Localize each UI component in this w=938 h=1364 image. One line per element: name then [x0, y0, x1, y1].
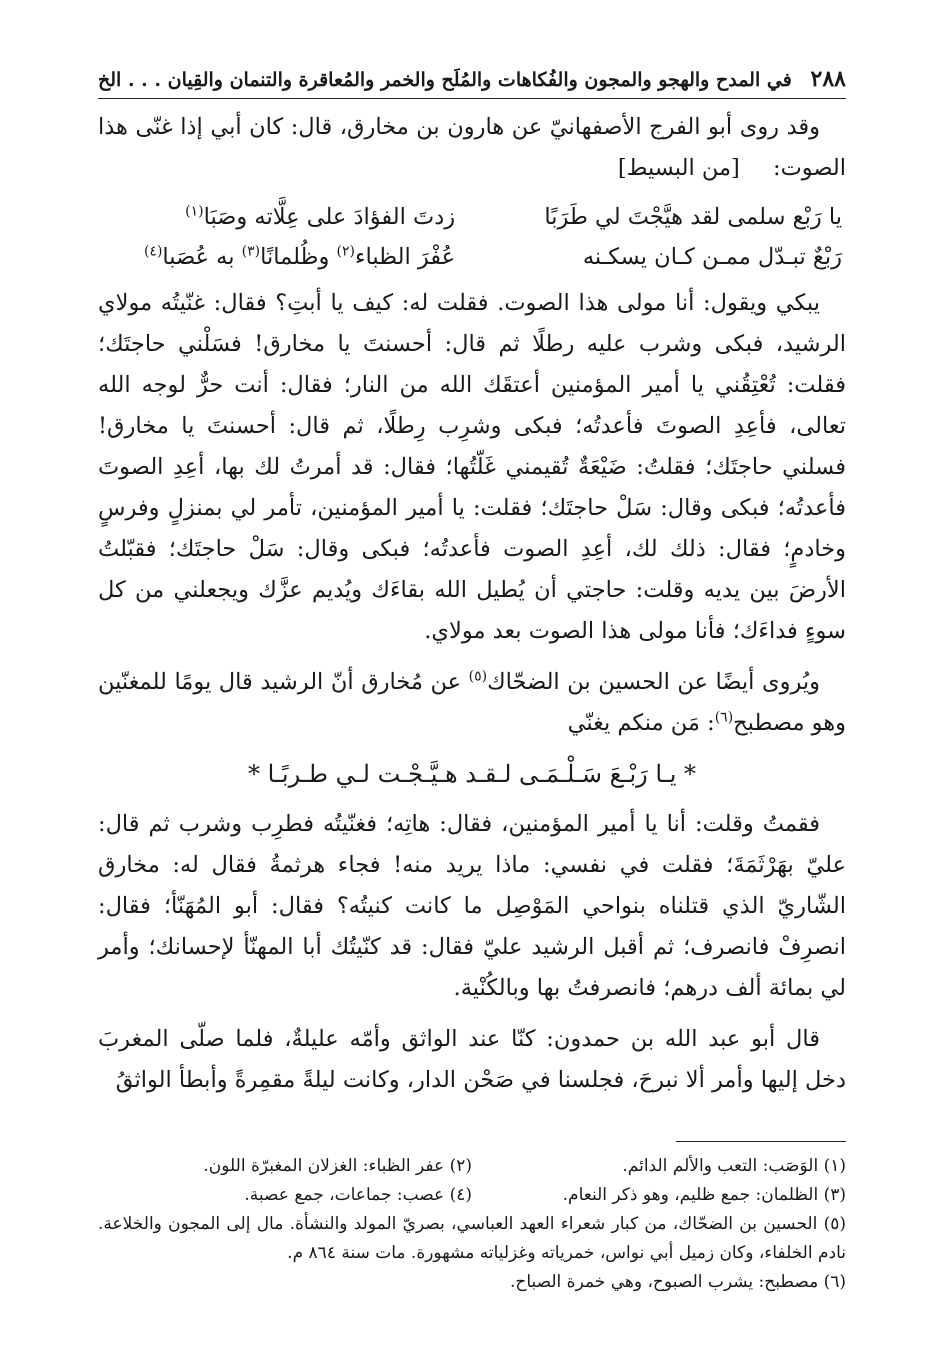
verse-line-2 [98, 237, 846, 277]
p3-part-3: : مَن منكم يغنّي [567, 710, 715, 736]
footnote-ref-2[interactable]: (٢) [336, 243, 355, 260]
footnote-5: (٥) الحسين بن الضحّاك، من كبار شعراء العهد العباسي، بصريّ المولد والنشأة. مال إلى المجون والخلاعة. نادم الخلفاء، وكان زميل أبي نواس، خمرياته وغزلياته مشهورة. مات سنة ٨٦٤ م. [98, 1214, 846, 1263]
paragraph-intro-text: وقد روى أبو الفرج الأصفهانيّ عن هارون بن مخارق، قال: كان أبي إذا غنّى هذا الصوت: [98, 114, 846, 181]
paragraph-intro [98, 107, 846, 189]
p3-part-1: ويُروى أيضًا عن الحسين بن الضحّاك [487, 669, 820, 695]
footnote-ref-3[interactable]: (٣) [241, 243, 261, 260]
footnote-2: (٢) عفر الظباء: الغزلان المغبرّة اللون. [203, 1156, 472, 1176]
running-title: في المدح والهجو والمجون والفُكاهات والمُلَح والخمر والمُعاقرة والتنمان والقِيان . . . الخ [98, 69, 792, 91]
footnote-ref-4[interactable]: (٤) [143, 243, 163, 260]
footnote-row-1 [98, 1152, 846, 1181]
footnote-divider [676, 1141, 846, 1142]
verse-2-first-hemistich: رَبْعٌ تبـدّل ممـن كـان يسكـنه [582, 244, 842, 270]
poem-block [98, 197, 846, 277]
p3-part-2: عن مُخارق أنّ الرشيد قال يومًا للمغنّين وهو مصطبح [98, 669, 846, 736]
verse-2-second-hemistich [98, 237, 455, 277]
paragraph-husayn-narration [98, 662, 846, 744]
footnote-6: (٦) مصطبح: يشرب الصبوح، وهي خمرة الصباح. [509, 1272, 846, 1292]
running-header [98, 66, 846, 99]
footnote-ref-6[interactable]: (٦) [714, 709, 734, 726]
verse-1-first-hemistich: يا رَبْع سلمى لقد هيَّجْتَ لي طَرَبًا [544, 204, 842, 230]
page-number: ٢٨٨ [810, 66, 846, 92]
centered-verse: * يـا رَبْـعَ سَـلْـمَـى لـقـد هـيَّـجْـت لـي طـربًـا * [247, 760, 697, 788]
footnote-row-2 [98, 1181, 846, 1210]
verse-1-second-text: زدتَ الفؤادَ على عِلَّاته وصَبَا [203, 204, 456, 230]
paragraph-harthama: فقمتُ وقلت: أنا يا أمير المؤمنين، فقال: هاتِه؛ فغنّيتُه فطرِب وشرب ثم قال: عليّ بهَرْثَمَةَ؛ فقلت في نفسي: ماذا يريد منه! فجاء هرثمةُ فقال له: مخارق الشّاريّ الذي قتلناه بنواحي المَوْصِل ما كانت كنيتُه؟ فقال: أبو المُهَنّأ؛ فقال: انصرِفْ فانصرف؛ ثم أقبل الرشيد عليّ فقال: قد كنّيتُك أبا المهنّأ لإحسانك؛ وأمر لي بمائة ألف درهم؛ فانصرفتُ بها وبالكُنْية. [98, 811, 846, 1001]
footnote-ref-1[interactable]: (١) [185, 203, 204, 220]
paragraph-ibn-hamdun: قال أبو عبد الله بن حمدون: كنّا عند الواثق وأمّه عليلةٌ، فلما صلّى المغربَ دخل إليها وأمر ألا نبرحَ، فجلسنا في صَحْن الدار، وكانت ليلةً مقمِرةً وأبطأ الواثقُ [98, 1026, 846, 1093]
verse-2-part-2: وظُلمانًا [260, 244, 337, 270]
verse-1-second-hemistich [98, 197, 455, 237]
verse-2-part-1: عُفْرَ الظباء [354, 244, 456, 270]
meter-label: [من البسيط] [617, 155, 740, 181]
footnotes-section [98, 1152, 846, 1297]
verse-line-1 [98, 197, 846, 237]
footnote-ref-5[interactable]: (٥) [468, 668, 488, 685]
footnote-1: (١) الوَصَب: التعب والألم الدائم. [622, 1156, 846, 1176]
footnote-3: (٣) الظلمان: جمع ظليم، وهو ذكر النعام. [562, 1185, 846, 1205]
footnote-4: (٤) عصب: جماعات، جمع عصبة. [244, 1185, 472, 1205]
paragraph-mukhariq-story: يبكي ويقول: أنا مولى هذا الصوت. فقلت له: كيف يا أبتِ؟ فقال: غنّيتُه مولاي الرشيد، فبكى وشرب عليه رطلًا ثم قال: أحسنتَ يا مخارق! فسَلْني حاجتَك؛ فقلت: تُعْتِقُني يا أمير المؤمنين أعتقَك الله من النار؛ فقال: أنت حرٌّ لوجه الله تعالى، فأعِدِ الصوتَ فأعدتُه؛ فبكى وشرِب رِطلًا، ثم قال: أحسنتَ يا مخارق! فسلني حاجتَك؛ فقلتُ: ضَيْعَةٌ تُقيمني غَلّتُها؛ فقال: قد أمرتُ لك بها، أعِدِ الصوتَ فأعدتُه؛ فبكى وقال: سَلْ حاجتَك؛ فقلت: يا أمير المؤمنين، تأمر لي بمنزلٍ وفرسٍ وخادمٍ؛ فقال: ذلك لك، أعِدِ الصوت فأعدتُه؛ فبكى وقال: سَلْ حاجتَك؛ فقبّلتُ الأرضَ بين يديه وقلت: حاجتي أن يُطيل الله بقاءَك ويُديم عزَّك ويجعلني من كل سوءٍ فداءَك؛ فأنا مولى هذا الصوت بعد مولاي. [98, 290, 846, 644]
verse-2-part-3: به عُصَبا [162, 244, 242, 270]
